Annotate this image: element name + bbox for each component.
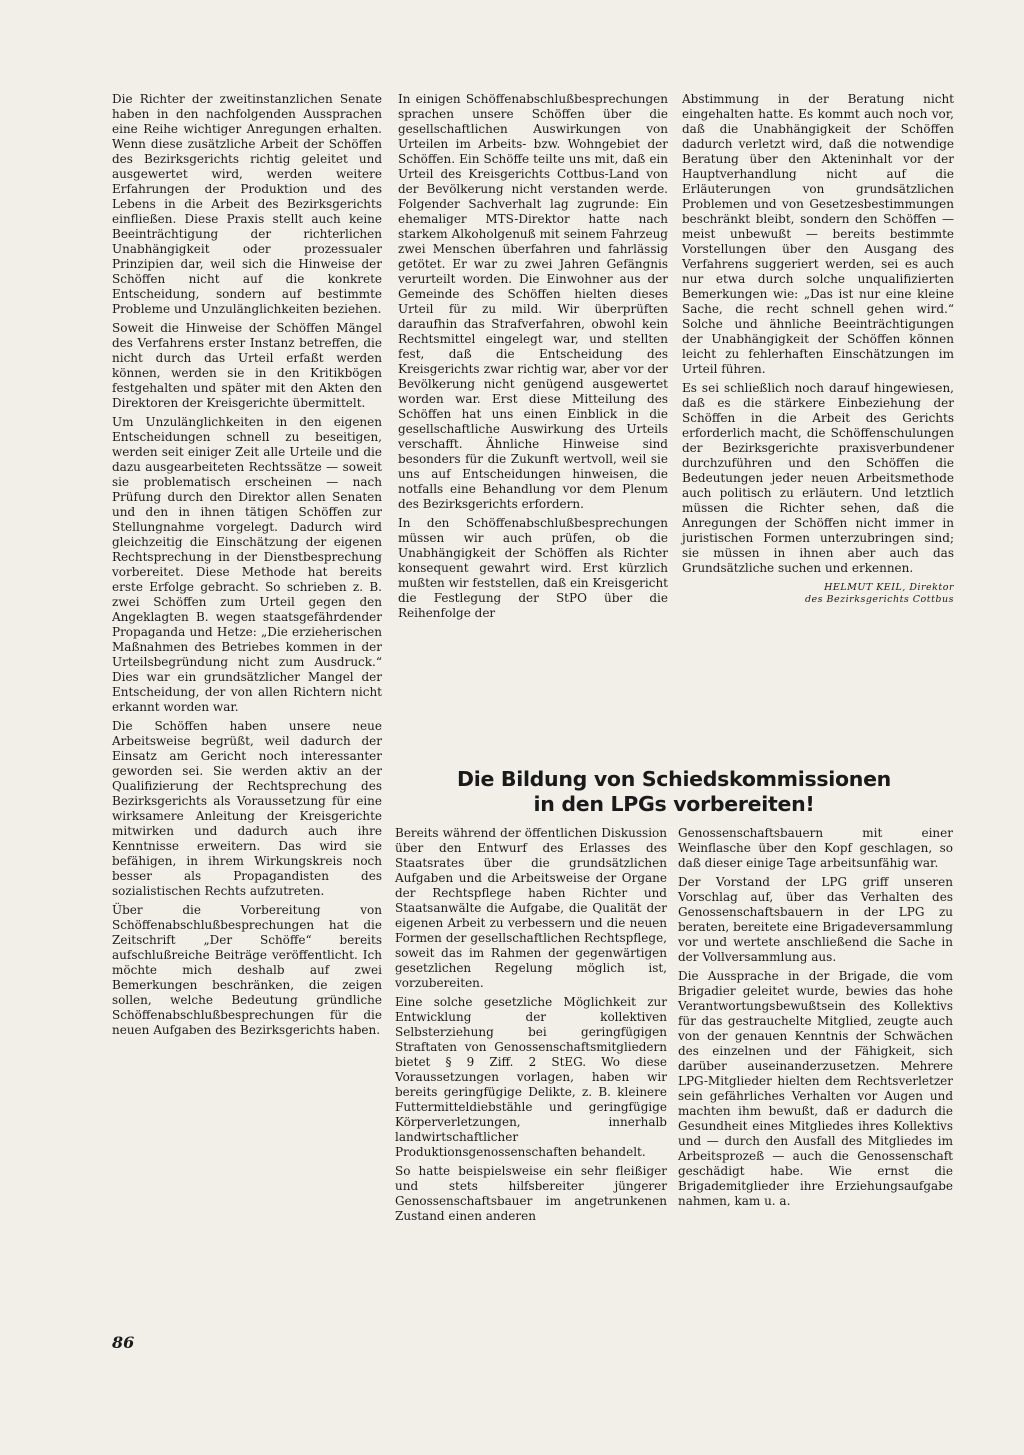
paragraph: In den Schöffenabschlußbesprechungen müssen wir auch prüfen, ob die Unabhängigkeit der Schöffen als Richter konsequent gewahrt wird. Erst kürzlich mußten wir feststellen, daß ein Kreisgericht die Festlegung der StPO über die Reihenfolge der <box>398 516 668 620</box>
paragraph: In einigen Schöffenabschlußbesprechungen sprachen unsere Schöffen über die gesellschaftlichen Auswirkungen von Urteilen im Arbeits- bzw. Wohngebiet der Schöffen. Ein Schöffe teilte uns mit, daß ein Urteil des Kreisgerichts Cottbus-Land von der Bevölkerung nicht verstanden werde. Folgender Sachverhalt lag zugrunde: Ein ehemaliger MTS-Direktor hatte nach starkem Alkoholgenuß mit seinem Fahrzeug zwei Menschen überfahren und fahrlässig getötet. Er war zu zwei Jahren Gefängnis verurteilt worden. Die Einwohner aus der Gemeinde des Schöffen hielten dieses Urteil für zu mild. Wir überprüften daraufhin das Strafverfahren, obwohl kein Rechtsmittel eingelegt war, und stellten fest, daß die Entscheidung des Kreisgerichts zwar richtig war, aber vor der Bevölkerung nicht genügend ausgewertet worden war. Erst diese Mitteilung des Schöffen hat uns einen Einblick in die gesellschaftliche Auswirkung des Urteils verschafft. Ähnliche Hinweise sind besonders für die Zukunft wertvoll, weil sie uns auf Entscheidungen hinweisen, die notfalls eine Behandlung vor dem Plenum des Bezirksgerichts erfordern. <box>398 92 668 511</box>
author-affiliation: des Bezirksgerichts Cottbus <box>804 594 954 605</box>
headline-line-1: Die Bildung von Schiedskommissionen <box>457 767 891 791</box>
paragraph: Genossenschaftsbauern mit einer Weinflasche über den Kopf geschlagen, so daß dieser einige Tage arbeitsunfähig war. <box>678 826 953 870</box>
article-column-3 <box>682 92 954 606</box>
paragraph: Um Unzulänglichkeiten in den eigenen Entscheidungen schnell zu beseitigen, werden seit einiger Zeit alle Urteile und die dazu ausgearbeiteten Rechtssätze — soweit sie problematisch erscheinen — nach Prüfung durch den Direktor allen Senaten und den in ihnen tätigen Schöffen zur Stellungnahme vorgelegt. Dadurch wird gleichzeitig die Einschätzung der eigenen Rechtsprechung in der Dienstbesprechung vorbereitet. Diese Methode hat bereits erste Erfolge gebracht. So schrieben z. B. zwei Schöffen zum Urteil gegen den Angeklagten B. wegen staatsgefährdender Propaganda und Hetze: „Die erzieherischen Maßnahmen des Betriebes kommen in der Urteilsbegründung nicht zum Ausdruck.“ Dies war ein grundsätzlicher Mangel der Entscheidung, der von allen Richtern nicht erkannt worden war. <box>112 415 382 714</box>
paragraph: Es sei schließlich noch darauf hingewiesen, daß es die stärkere Einbeziehung der Schöffen in die Arbeit des Gerichts erforderlich macht, die Schöffenschulungen der Bezirksgerichte praxisverbundener durchzuführen und den Schöffen die Bedeutungen jeder neuen Arbeitsmethode auch politisch zu erläutern. Und letztlich müssen die Richter sehen, daß die Anregungen der Schöffen nicht immer in juristischen Formen unterzubringen sind; sie müssen in ihnen aber auch das Grundsätzliche suchen und erkennen. <box>682 381 954 575</box>
author-name: HELMUT KEIL, Direktor <box>824 582 954 593</box>
paragraph: Über die Vorbereitung von Schöffenabschlußbesprechungen hat die Zeitschrift „Der Schöffe“ bereits aufschlußreiche Beiträge veröffentlicht. Ich möchte mich deshalb auf zwei Bemerkungen beschränken, die zeigen sollen, welche Bedeutung gründliche Schöffenabschlußbesprechungen für die neuen Aufgaben des Bezirksgerichts haben. <box>112 903 382 1037</box>
second-article-column-1 <box>395 826 667 1228</box>
headline-line-2: in den LPGs vorbereiten! <box>533 792 815 816</box>
article-column-1 <box>112 92 382 1042</box>
paragraph: Die Richter der zweitinstanzlichen Senate haben in den nachfolgenden Aussprachen eine Reihe wichtiger Anregungen erhalten. Wenn diese zusätzliche Arbeit der Schöffen des Bezirksgerichts richtig geleitet und ausgewertet wird, werden weitere Erfahrungen der Produktion und des Lebens in die Arbeit des Bezirksgerichts einfließen. Diese Praxis stellt auch keine Beeinträchtigung der richterlichen Unabhängigkeit oder prozessualer Prinzipien dar, weil sich die Hinweise der Schöffen nicht auf die konkrete Entscheidung, sondern auf bestimmte Probleme und Unzulänglichkeiten beziehen. <box>112 92 382 316</box>
paragraph: Der Vorstand der LPG griff unseren Vorschlag auf, über das Verhalten des Genossenschaftsbauern in der LPG zu beraten, bereitete eine Brigadeversammlung vor und wertete anschließend die Sache in der Vollversammlung aus. <box>678 875 953 964</box>
paragraph: Eine solche gesetzliche Möglichkeit zur Entwicklung der kollektiven Selbsterziehung bei geringfügigen Straftaten von Genossenschaftsmitgliedern bietet § 9 Ziff. 2 StEG. Wo diese Voraussetzungen vorlagen, haben wir bereits geringfügige Delikte, z. B. kleinere Futtermitteldiebstähle und geringfügige Körperverletzungen, innerhalb landwirtschaftlicher Produktionsgenossenschaften behandelt. <box>395 995 667 1159</box>
author-signature <box>682 582 954 606</box>
page-number: 86 <box>112 1333 135 1352</box>
paragraph: Die Aussprache in der Brigade, die vom Brigadier geleitet wurde, bewies das hohe Verantwortungsbewußtsein des Kollektivs für das gestrauchelte Mitglied, zeugte auch von der genauen Kenntnis der Schwächen des einzelnen und der Fähigkeit, sich darüber auseinanderzusetzen. Mehrere LPG-Mitglieder hielten dem Rechtsverletzer sein gefährliches Verhalten vor Augen und machten ihm bewußt, daß er dadurch die Gesundheit eines Mitgliedes ihres Kollektivs und — durch den Ausfall des Mitgliedes im Arbeitsprozeß — auch die Genossenschaft geschädigt habe. Wie ernst die Brigademitglieder ihre Erziehungsaufgabe nahmen, kam u. a. <box>678 969 953 1208</box>
second-article-column-2 <box>678 826 953 1213</box>
paragraph: Abstimmung in der Beratung nicht eingehalten hatte. Es kommt auch noch vor, daß die Unabhängigkeit der Schöffen dadurch verletzt wird, daß die notwendige Beratung über den Akteninhalt vor der Hauptverhandlung nicht auf die Erläuterungen von grundsätzlichen Problemen und von Gesetzesbestimmungen beschränkt bleibt, sondern den Schöffen — meist unbewußt — bereits bestimmte Vorstellungen über den Ausgang des Verfahrens suggeriert werden, sei es auch nur etwa durch solche unqualifizierten Bemerkungen wie: „Das ist nur eine kleine Sache, die recht schnell gehen wird.“ Solche und ähnliche Beeinträchtigungen der Unabhängigkeit der Schöffen können leicht zu fehlerhaften Einschätzungen im Urteil führen. <box>682 92 954 376</box>
article-headline <box>395 767 953 817</box>
article-column-2 <box>398 92 668 625</box>
paragraph: Soweit die Hinweise der Schöffen Mängel des Verfahrens erster Instanz betreffen, die nicht durch das Urteil erfaßt werden können, werden sie in den Kritikbögen festgehalten und später mit den Akten den Direktoren der Kreisgerichte übermittelt. <box>112 321 382 410</box>
paragraph: Bereits während der öffentlichen Diskussion über den Entwurf des Erlasses des Staatsrates über die grundsätzlichen Aufgaben und die Arbeitsweise der Organe der Rechtspflege haben Richter und Staatsanwälte die Aufgabe, die Qualität der eigenen Arbeit zu verbessern und die neuen Formen der gesellschaftlichen Rechtspflege, soweit das im Rahmen der gegenwärtigen gesetzlichen Regelung möglich ist, vorzubereiten. <box>395 826 667 990</box>
paragraph: Die Schöffen haben unsere neue Arbeitsweise begrüßt, weil dadurch der Einsatz am Gericht noch interessanter geworden sei. Sie werden aktiv an der Qualifizierung der Rechtsprechung des Bezirksgerichts als Voraussetzung für eine wirksamere Anleitung der Kreisgerichte mitwirken und dadurch auch ihre Kenntnisse erweitern. Das wird sie befähigen, in ihrem Wirkungskreis noch besser als Propagandisten des sozialistischen Rechts aufzutreten. <box>112 719 382 898</box>
paragraph: So hatte beispielsweise ein sehr fleißiger und stets hilfsbereiter jüngerer Genossenschaftsbauer im angetrunkenen Zustand einen anderen <box>395 1164 667 1223</box>
